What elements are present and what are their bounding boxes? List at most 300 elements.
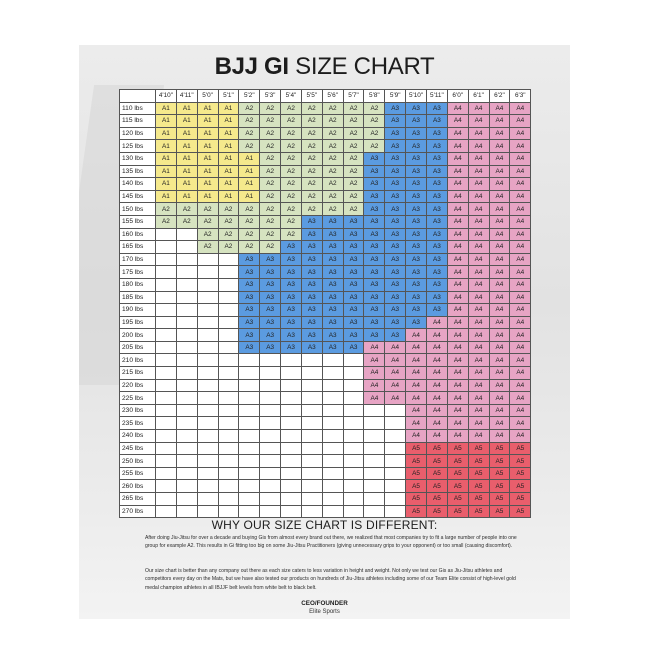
size-cell: A3 bbox=[343, 215, 364, 228]
size-cell: A3 bbox=[406, 127, 427, 140]
size-cell: A3 bbox=[364, 329, 385, 342]
size-cell: A2 bbox=[239, 127, 260, 140]
size-cell: A4 bbox=[489, 178, 510, 191]
size-cell bbox=[281, 467, 302, 480]
weight-label: 210 lbs bbox=[120, 354, 156, 367]
size-cell: A3 bbox=[406, 291, 427, 304]
size-cell: A1 bbox=[239, 190, 260, 203]
weight-row bbox=[120, 102, 531, 115]
size-cell: A3 bbox=[343, 241, 364, 254]
size-cell: A3 bbox=[364, 304, 385, 317]
size-cell: A2 bbox=[218, 241, 239, 254]
size-cell: A5 bbox=[426, 505, 447, 518]
size-cell: A4 bbox=[447, 115, 468, 128]
size-cell bbox=[176, 505, 197, 518]
size-cell bbox=[322, 505, 343, 518]
size-cell: A4 bbox=[426, 417, 447, 430]
size-cell: A2 bbox=[260, 215, 281, 228]
size-cell: A2 bbox=[322, 140, 343, 153]
size-cell: A1 bbox=[156, 102, 177, 115]
size-cell: A1 bbox=[156, 178, 177, 191]
size-cell: A3 bbox=[385, 304, 406, 317]
size-cell: A4 bbox=[468, 228, 489, 241]
size-cell: A2 bbox=[281, 203, 302, 216]
weight-label: 145 lbs bbox=[120, 190, 156, 203]
size-cell: A3 bbox=[426, 228, 447, 241]
size-cell: A4 bbox=[489, 102, 510, 115]
size-cell bbox=[218, 291, 239, 304]
size-cell: A3 bbox=[406, 102, 427, 115]
size-cell bbox=[239, 493, 260, 506]
size-cell: A2 bbox=[197, 241, 218, 254]
size-cell: A3 bbox=[406, 278, 427, 291]
height-header: 5'8" bbox=[364, 90, 385, 103]
size-cell bbox=[218, 430, 239, 443]
size-cell: A5 bbox=[406, 467, 427, 480]
size-cell bbox=[301, 417, 322, 430]
size-cell: A4 bbox=[447, 266, 468, 279]
size-cell bbox=[176, 467, 197, 480]
weight-label: 245 lbs bbox=[120, 442, 156, 455]
size-cell bbox=[364, 430, 385, 443]
weight-row bbox=[120, 442, 531, 455]
size-cell: A4 bbox=[447, 241, 468, 254]
size-cell: A4 bbox=[447, 152, 468, 165]
size-cell: A5 bbox=[447, 455, 468, 468]
page-title bbox=[79, 53, 570, 81]
size-cell: A2 bbox=[260, 178, 281, 191]
size-cell: A4 bbox=[489, 404, 510, 417]
size-cell: A2 bbox=[176, 203, 197, 216]
size-cell: A2 bbox=[301, 115, 322, 128]
size-cell bbox=[322, 354, 343, 367]
size-cell bbox=[176, 316, 197, 329]
size-cell bbox=[176, 379, 197, 392]
size-cell bbox=[176, 493, 197, 506]
size-cell: A3 bbox=[406, 115, 427, 128]
size-cell: A4 bbox=[447, 253, 468, 266]
size-cell bbox=[197, 417, 218, 430]
size-cell: A3 bbox=[322, 304, 343, 317]
size-cell bbox=[322, 417, 343, 430]
size-cell: A4 bbox=[489, 329, 510, 342]
size-cell: A4 bbox=[447, 379, 468, 392]
size-cell: A3 bbox=[364, 203, 385, 216]
weight-label: 230 lbs bbox=[120, 404, 156, 417]
size-cell bbox=[197, 291, 218, 304]
size-cell: A4 bbox=[406, 329, 427, 342]
height-header: 6'1" bbox=[468, 90, 489, 103]
size-cell: A3 bbox=[385, 291, 406, 304]
size-cell: A3 bbox=[406, 152, 427, 165]
size-cell: A4 bbox=[510, 165, 531, 178]
size-table bbox=[119, 89, 531, 518]
size-cell: A5 bbox=[489, 493, 510, 506]
weight-row bbox=[120, 241, 531, 254]
size-cell: A3 bbox=[239, 329, 260, 342]
size-cell: A1 bbox=[218, 152, 239, 165]
size-cell: A4 bbox=[426, 329, 447, 342]
paragraph-intro: After doing Jiu-Jitsu for over a decade and buying Gis from almost every brand out there, we realized that most companies try to fit a large number of people into one group for example A2. This results in Gi fitting too big on some Jiu-Jitsu Practitioners (giving unnecessary grips to your opponent) or too small (causing discomfort). bbox=[145, 535, 517, 550]
size-cell: A5 bbox=[447, 467, 468, 480]
size-cell: A1 bbox=[176, 102, 197, 115]
weight-row bbox=[120, 367, 531, 380]
size-cell: A2 bbox=[260, 203, 281, 216]
size-cell: A3 bbox=[343, 329, 364, 342]
size-cell: A4 bbox=[468, 165, 489, 178]
size-cell: A4 bbox=[489, 278, 510, 291]
size-cell bbox=[176, 354, 197, 367]
size-cell bbox=[239, 455, 260, 468]
weight-label: 175 lbs bbox=[120, 266, 156, 279]
size-cell bbox=[260, 392, 281, 405]
weight-label: 220 lbs bbox=[120, 379, 156, 392]
table-corner bbox=[120, 90, 156, 103]
size-cell bbox=[197, 404, 218, 417]
size-cell: A4 bbox=[447, 203, 468, 216]
size-cell: A2 bbox=[281, 152, 302, 165]
size-cell: A1 bbox=[176, 127, 197, 140]
size-cell: A5 bbox=[406, 505, 427, 518]
size-cell: A3 bbox=[364, 165, 385, 178]
size-cell: A3 bbox=[239, 341, 260, 354]
size-cell bbox=[301, 392, 322, 405]
size-cell: A5 bbox=[468, 442, 489, 455]
size-cell bbox=[176, 341, 197, 354]
size-cell: A3 bbox=[322, 341, 343, 354]
size-cell bbox=[281, 417, 302, 430]
size-cell bbox=[176, 480, 197, 493]
size-cell: A2 bbox=[218, 215, 239, 228]
size-cell: A4 bbox=[447, 354, 468, 367]
size-cell bbox=[260, 367, 281, 380]
size-cell: A3 bbox=[281, 253, 302, 266]
size-cell bbox=[156, 241, 177, 254]
weight-row bbox=[120, 203, 531, 216]
size-cell: A4 bbox=[447, 190, 468, 203]
weight-row bbox=[120, 178, 531, 191]
size-cell bbox=[301, 404, 322, 417]
size-cell: A4 bbox=[468, 190, 489, 203]
size-cell: A4 bbox=[447, 341, 468, 354]
size-cell: A4 bbox=[406, 404, 427, 417]
weight-row bbox=[120, 165, 531, 178]
size-cell: A1 bbox=[239, 165, 260, 178]
weight-row bbox=[120, 152, 531, 165]
size-cell: A1 bbox=[197, 165, 218, 178]
size-cell bbox=[322, 493, 343, 506]
size-cell bbox=[343, 404, 364, 417]
size-cell: A3 bbox=[301, 316, 322, 329]
weight-label: 160 lbs bbox=[120, 228, 156, 241]
size-cell bbox=[301, 493, 322, 506]
size-cell: A4 bbox=[489, 354, 510, 367]
weight-label: 170 lbs bbox=[120, 253, 156, 266]
size-cell: A3 bbox=[343, 316, 364, 329]
weight-row bbox=[120, 278, 531, 291]
height-header: 6'0" bbox=[447, 90, 468, 103]
size-cell: A4 bbox=[447, 329, 468, 342]
size-cell bbox=[197, 354, 218, 367]
size-cell: A2 bbox=[156, 215, 177, 228]
size-cell bbox=[281, 392, 302, 405]
weight-label: 180 lbs bbox=[120, 278, 156, 291]
size-cell bbox=[197, 505, 218, 518]
weight-row bbox=[120, 115, 531, 128]
size-cell: A4 bbox=[510, 304, 531, 317]
size-cell bbox=[364, 493, 385, 506]
size-cell bbox=[197, 316, 218, 329]
size-cell: A3 bbox=[343, 266, 364, 279]
size-cell: A4 bbox=[489, 253, 510, 266]
size-cell bbox=[176, 392, 197, 405]
size-cell: A4 bbox=[489, 241, 510, 254]
size-cell: A3 bbox=[301, 291, 322, 304]
size-cell: A1 bbox=[218, 127, 239, 140]
size-cell: A2 bbox=[281, 215, 302, 228]
title-bold: BJJ GI bbox=[214, 53, 289, 80]
size-cell: A3 bbox=[426, 140, 447, 153]
weight-label: 240 lbs bbox=[120, 430, 156, 443]
size-cell: A4 bbox=[489, 392, 510, 405]
size-cell: A2 bbox=[260, 152, 281, 165]
size-cell bbox=[176, 442, 197, 455]
size-cell: A4 bbox=[468, 127, 489, 140]
size-cell bbox=[260, 467, 281, 480]
size-cell: A2 bbox=[218, 203, 239, 216]
size-cell bbox=[176, 266, 197, 279]
size-cell: A2 bbox=[364, 115, 385, 128]
size-cell: A3 bbox=[343, 304, 364, 317]
weight-row bbox=[120, 505, 531, 518]
size-cell: A2 bbox=[281, 190, 302, 203]
size-cell bbox=[176, 241, 197, 254]
size-cell: A2 bbox=[301, 190, 322, 203]
size-cell: A2 bbox=[281, 140, 302, 153]
size-cell bbox=[281, 430, 302, 443]
size-cell: A4 bbox=[510, 379, 531, 392]
size-cell: A2 bbox=[343, 140, 364, 153]
size-cell bbox=[322, 404, 343, 417]
size-cell: A1 bbox=[197, 127, 218, 140]
size-cell: A4 bbox=[510, 253, 531, 266]
size-cell bbox=[301, 379, 322, 392]
height-header: 5'0" bbox=[197, 90, 218, 103]
size-cell: A1 bbox=[156, 190, 177, 203]
size-cell: A3 bbox=[385, 102, 406, 115]
weight-label: 135 lbs bbox=[120, 165, 156, 178]
height-header: 5'4" bbox=[281, 90, 302, 103]
size-cell bbox=[156, 304, 177, 317]
size-cell bbox=[364, 404, 385, 417]
size-cell bbox=[156, 505, 177, 518]
size-cell: A3 bbox=[239, 278, 260, 291]
size-cell: A1 bbox=[218, 165, 239, 178]
size-cell: A2 bbox=[322, 178, 343, 191]
size-cell: A4 bbox=[447, 278, 468, 291]
size-cell: A2 bbox=[176, 215, 197, 228]
size-cell: A1 bbox=[239, 152, 260, 165]
weight-label: 255 lbs bbox=[120, 467, 156, 480]
size-cell: A4 bbox=[510, 190, 531, 203]
size-cell: A3 bbox=[281, 291, 302, 304]
size-cell: A3 bbox=[260, 291, 281, 304]
size-cell: A4 bbox=[385, 341, 406, 354]
size-cell: A2 bbox=[197, 203, 218, 216]
size-cell: A4 bbox=[489, 417, 510, 430]
size-cell bbox=[343, 354, 364, 367]
size-cell: A4 bbox=[447, 417, 468, 430]
size-cell: A3 bbox=[301, 266, 322, 279]
weight-row bbox=[120, 127, 531, 140]
size-cell: A3 bbox=[426, 165, 447, 178]
size-cell: A3 bbox=[322, 329, 343, 342]
size-cell: A3 bbox=[426, 115, 447, 128]
size-cell: A4 bbox=[489, 379, 510, 392]
paragraph-details: Our size chart is better than any company out there as each size caters to less variation in height and weight. Not only we test our Gis as Jiu-Jitsu athletes and competitors every day on the Mats, but we have also tested our products on hundreds of Jiu-Jitsu athletes including some of our Team Elite consist of high-level gold medal champion athletes in all IBJJF belt levels from white belt to black belt. bbox=[145, 568, 516, 591]
size-cell: A5 bbox=[468, 455, 489, 468]
size-cell: A3 bbox=[406, 266, 427, 279]
size-cell: A4 bbox=[447, 165, 468, 178]
size-cell: A3 bbox=[322, 241, 343, 254]
height-header: 6'3" bbox=[510, 90, 531, 103]
size-cell: A4 bbox=[426, 341, 447, 354]
size-cell: A5 bbox=[426, 467, 447, 480]
weight-label: 250 lbs bbox=[120, 455, 156, 468]
weight-row bbox=[120, 430, 531, 443]
size-cell: A4 bbox=[468, 316, 489, 329]
size-cell: A3 bbox=[406, 178, 427, 191]
size-cell bbox=[281, 354, 302, 367]
size-cell bbox=[301, 455, 322, 468]
height-header: 5'1" bbox=[218, 90, 239, 103]
size-cell: A1 bbox=[176, 190, 197, 203]
size-cell: A4 bbox=[468, 178, 489, 191]
size-cell bbox=[385, 455, 406, 468]
size-cell: A1 bbox=[176, 140, 197, 153]
size-cell: A4 bbox=[426, 367, 447, 380]
size-cell bbox=[260, 354, 281, 367]
size-cell: A3 bbox=[426, 203, 447, 216]
weight-label: 265 lbs bbox=[120, 493, 156, 506]
size-cell: A3 bbox=[385, 329, 406, 342]
size-cell: A1 bbox=[176, 178, 197, 191]
size-cell: A5 bbox=[510, 442, 531, 455]
size-cell bbox=[260, 430, 281, 443]
size-cell: A3 bbox=[406, 165, 427, 178]
weight-label: 150 lbs bbox=[120, 203, 156, 216]
height-header: 4'11" bbox=[176, 90, 197, 103]
size-cell bbox=[364, 480, 385, 493]
size-cell: A3 bbox=[301, 341, 322, 354]
size-cell: A5 bbox=[447, 442, 468, 455]
size-cell bbox=[218, 341, 239, 354]
size-cell: A4 bbox=[447, 140, 468, 153]
size-cell: A2 bbox=[239, 102, 260, 115]
size-cell: A3 bbox=[301, 215, 322, 228]
size-cell: A2 bbox=[364, 127, 385, 140]
size-cell bbox=[343, 379, 364, 392]
weight-row bbox=[120, 480, 531, 493]
height-header-row bbox=[120, 90, 531, 103]
size-cell: A2 bbox=[322, 203, 343, 216]
size-cell: A3 bbox=[260, 253, 281, 266]
size-cell: A5 bbox=[510, 493, 531, 506]
size-cell bbox=[343, 455, 364, 468]
size-cell: A4 bbox=[406, 341, 427, 354]
weight-row bbox=[120, 215, 531, 228]
size-cell: A3 bbox=[364, 316, 385, 329]
size-cell: A2 bbox=[260, 190, 281, 203]
size-cell: A3 bbox=[426, 304, 447, 317]
size-cell: A2 bbox=[301, 102, 322, 115]
size-cell: A4 bbox=[468, 253, 489, 266]
size-cell bbox=[385, 430, 406, 443]
size-cell bbox=[218, 379, 239, 392]
size-cell bbox=[218, 442, 239, 455]
size-cell bbox=[197, 455, 218, 468]
size-cell: A3 bbox=[426, 127, 447, 140]
size-cell: A4 bbox=[489, 316, 510, 329]
size-cell: A5 bbox=[510, 480, 531, 493]
size-cell: A3 bbox=[364, 228, 385, 241]
size-cell bbox=[364, 467, 385, 480]
size-cell: A4 bbox=[489, 140, 510, 153]
weight-label: 120 lbs bbox=[120, 127, 156, 140]
size-cell: A4 bbox=[510, 152, 531, 165]
size-cell: A1 bbox=[218, 178, 239, 191]
size-cell bbox=[239, 430, 260, 443]
size-cell: A1 bbox=[197, 102, 218, 115]
size-cell: A4 bbox=[510, 115, 531, 128]
size-cell bbox=[301, 442, 322, 455]
weight-row bbox=[120, 190, 531, 203]
size-cell: A4 bbox=[426, 430, 447, 443]
size-cell bbox=[218, 329, 239, 342]
size-cell bbox=[239, 480, 260, 493]
size-cell: A2 bbox=[301, 127, 322, 140]
size-cell: A3 bbox=[301, 278, 322, 291]
size-cell bbox=[322, 467, 343, 480]
size-cell bbox=[260, 493, 281, 506]
size-cell: A4 bbox=[447, 367, 468, 380]
size-cell bbox=[301, 505, 322, 518]
size-cell: A4 bbox=[385, 354, 406, 367]
size-cell: A4 bbox=[489, 430, 510, 443]
size-cell: A3 bbox=[385, 278, 406, 291]
size-cell bbox=[156, 392, 177, 405]
weight-label: 140 lbs bbox=[120, 178, 156, 191]
size-cell bbox=[385, 417, 406, 430]
size-cell: A4 bbox=[364, 379, 385, 392]
size-cell bbox=[156, 228, 177, 241]
height-header: 5'7" bbox=[343, 90, 364, 103]
size-cell: A3 bbox=[322, 266, 343, 279]
size-cell: A2 bbox=[260, 115, 281, 128]
size-cell bbox=[239, 379, 260, 392]
size-cell bbox=[156, 354, 177, 367]
size-cell: A1 bbox=[197, 140, 218, 153]
size-cell bbox=[176, 329, 197, 342]
size-cell: A4 bbox=[510, 241, 531, 254]
size-cell bbox=[239, 367, 260, 380]
size-cell: A5 bbox=[468, 480, 489, 493]
size-cell: A4 bbox=[489, 291, 510, 304]
size-cell: A3 bbox=[343, 291, 364, 304]
signature-role: CEO/FOUNDER bbox=[301, 600, 348, 607]
size-cell: A3 bbox=[239, 304, 260, 317]
size-cell: A4 bbox=[489, 266, 510, 279]
